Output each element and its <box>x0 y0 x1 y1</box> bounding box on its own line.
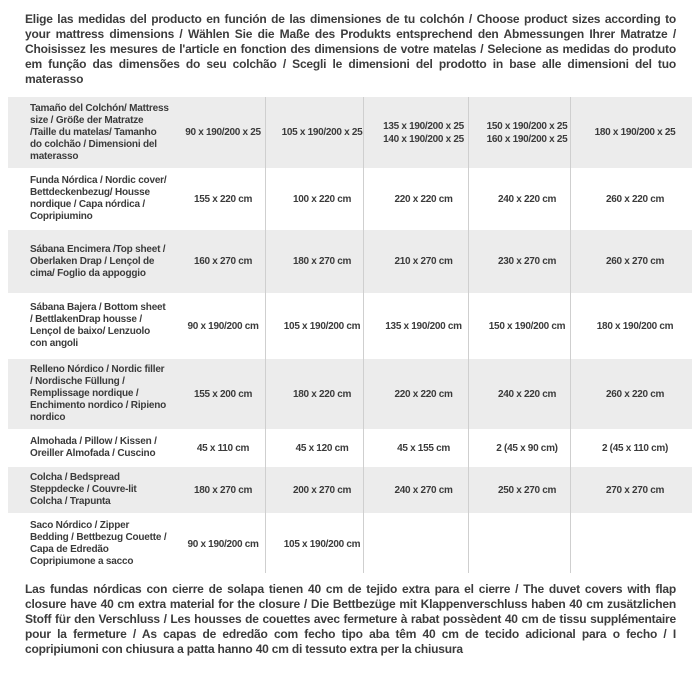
size-cell <box>476 193 578 206</box>
size-cell <box>371 484 476 497</box>
size-value: 240 x 220 cm <box>497 193 557 205</box>
size-cell <box>273 538 371 551</box>
row-label: Sábana Encimera /Top sheet / Oberlaken Drap / Lençol de cima/ Foglio da appoggio <box>30 243 166 279</box>
size-cell <box>371 320 476 333</box>
table-row <box>8 97 692 168</box>
size-value: 2 (45 x 110 cm) <box>601 442 669 454</box>
size-value: 260 x 220 cm <box>605 388 665 400</box>
size-cell <box>173 484 273 497</box>
size-value: 270 x 270 cm <box>605 484 665 496</box>
size-cell <box>273 484 371 497</box>
size-cell <box>273 442 371 455</box>
size-cell <box>371 193 476 206</box>
row-label: Relleno Nórdico / Nordic filler / Nordische Füllung / Remplissage nordique / Enchimento nordico / Ripieno nordico <box>30 364 167 423</box>
table-row <box>8 467 692 513</box>
size-cell <box>371 255 476 268</box>
size-cell <box>173 126 273 139</box>
size-cell <box>578 320 692 333</box>
size-cell <box>578 388 692 401</box>
table-row <box>8 515 692 573</box>
size-cell <box>578 193 692 206</box>
size-value: 250 x 270 cm <box>497 484 557 496</box>
size-value: 240 x 220 cm <box>497 388 557 400</box>
size-value: 180 x 220 cm <box>292 388 352 400</box>
size-value: 105 x 190/200 cm <box>283 320 361 332</box>
size-cell <box>476 388 578 401</box>
size-value: 100 x 220 cm <box>292 193 352 205</box>
size-value: 105 x 190/200 x 25 <box>281 127 363 138</box>
size-cell <box>173 255 273 268</box>
size-table <box>8 97 692 573</box>
column-divider <box>363 97 364 573</box>
size-cell <box>273 255 371 268</box>
row-label: Colcha / Bedspread Steppdecke / Couvre-lit Colcha / Trapunta <box>30 472 137 507</box>
size-cell <box>173 442 273 455</box>
size-cell <box>273 388 371 401</box>
size-value: 220 x 220 cm <box>394 193 453 205</box>
size-cell <box>578 442 692 455</box>
size-value: 140 x 190/200 x 25 <box>383 133 464 145</box>
column-divider <box>265 97 266 573</box>
row-label: Tamaño del Colchón/ Mattress size / Größe der Matratze /Taille du matelas/ Tamanho do colchão / Dimensioni del materasso <box>30 102 169 162</box>
size-cell <box>476 255 578 268</box>
size-value: 90 x 190/200 x 25 <box>185 127 261 138</box>
size-value: 2 (45 x 90 cm) <box>496 442 558 454</box>
size-value: 180 x 190/200 x 25 <box>594 127 676 138</box>
row-label: Saco Nórdico / Zipper Bedding / Bettbezug Couette / Capa de Edredão Copripiumone a sacco <box>30 520 167 567</box>
size-value: 260 x 270 cm <box>605 256 665 267</box>
size-cell <box>578 255 692 268</box>
size-value: 230 x 270 cm <box>497 256 557 267</box>
table-row <box>8 230 692 293</box>
size-value: 135 x 190/200 cm <box>385 320 462 332</box>
size-cell <box>273 126 371 139</box>
size-value: 45 x 120 cm <box>295 442 349 454</box>
table-row <box>8 170 692 228</box>
size-cell <box>476 320 578 333</box>
size-value: 220 x 220 cm <box>394 388 453 400</box>
size-value: 155 x 220 cm <box>193 193 253 205</box>
size-value: 135 x 190/200 x 25 <box>383 120 464 132</box>
size-value: 45 x 155 cm <box>397 442 450 454</box>
size-cell <box>476 484 578 497</box>
size-value: 90 x 190/200 cm <box>187 320 259 332</box>
size-cell <box>371 388 476 401</box>
row-label: Funda Nórdica / Nordic cover/ Bettdeckenbezug/ Housse nordique / Capa nórdica / Copripiumino <box>30 175 167 222</box>
size-cell <box>371 442 476 455</box>
size-value: 180 x 270 cm <box>193 484 253 496</box>
size-guide-page <box>0 12 700 700</box>
footnote-text: Las fundas nórdicas con cierre de solapa tienen 40 cm de tejido extra para el cierre / The duvet covers with flap closure have 40 cm extra material for the closure / Die Bettbezüge mit Klappenverschluss haben 40 cm zusätzlichen Stoff für den Verschluss / Les housses de couettes avec fermeture à rabat possèdent 40 cm de tissu supplémentaire pour la fermeture / As capas de edredão com fecho tipo aba têm 40 cm de tecido adicional para o fecho / I copripiumoni con chiusura a patta hanno 40 cm di tessuto extra per la chiusura <box>25 582 676 656</box>
size-value: 180 x 190/200 cm <box>596 320 674 332</box>
size-value: 180 x 270 cm <box>292 256 352 267</box>
size-value: 155 x 200 cm <box>193 388 253 400</box>
size-value: 150 x 190/200 x 25 <box>486 120 568 132</box>
size-value: 260 x 220 cm <box>605 193 665 205</box>
size-cell <box>371 120 476 146</box>
column-divider <box>570 97 571 573</box>
size-value: 105 x 190/200 cm <box>283 538 361 550</box>
size-cell <box>173 388 273 401</box>
size-cell <box>173 193 273 206</box>
size-cell <box>476 120 578 146</box>
column-divider <box>468 97 469 573</box>
size-cell <box>476 442 578 455</box>
size-value: 200 x 270 cm <box>292 484 352 496</box>
size-cell <box>273 320 371 333</box>
row-label: Almohada / Pillow / Kissen / Oreiller Almofada / Cuscino <box>30 436 157 459</box>
size-value: 150 x 190/200 cm <box>488 320 566 332</box>
size-value: 240 x 270 cm <box>394 484 453 496</box>
size-value: 160 x 270 cm <box>193 256 253 267</box>
size-value: 210 x 270 cm <box>394 256 453 267</box>
table-row <box>8 295 692 357</box>
intro-text: Elige las medidas del producto en función de las dimensiones de tu colchón / Choose product sizes according to your mattress dimensions / Wählen Sie die Maße des Produkts entsprechend den Abmessungen Ihrer Matratze / Choisissez les mesures de l'article en fonction des dimensions de votre matelas / Selecione as medidas do produto em função das dimensões do seu colchão / Scegli le dimensioni del prodotto in base alle dimensioni del tuo materasso <box>25 12 676 86</box>
size-cell <box>578 126 692 139</box>
size-cell <box>273 193 371 206</box>
table-row <box>8 359 692 429</box>
size-value: 45 x 110 cm <box>196 442 250 454</box>
size-value: 160 x 190/200 x 25 <box>486 133 568 145</box>
size-cell <box>173 320 273 333</box>
size-cell <box>173 538 273 551</box>
row-label: Sábana Bajera / Bottom sheet / BettlakenDrap housse / Lençol de baixo/ Lenzuolo con angoli <box>30 302 166 349</box>
table-row <box>8 431 692 465</box>
size-value: 90 x 190/200 cm <box>187 538 259 550</box>
size-cell <box>578 484 692 497</box>
